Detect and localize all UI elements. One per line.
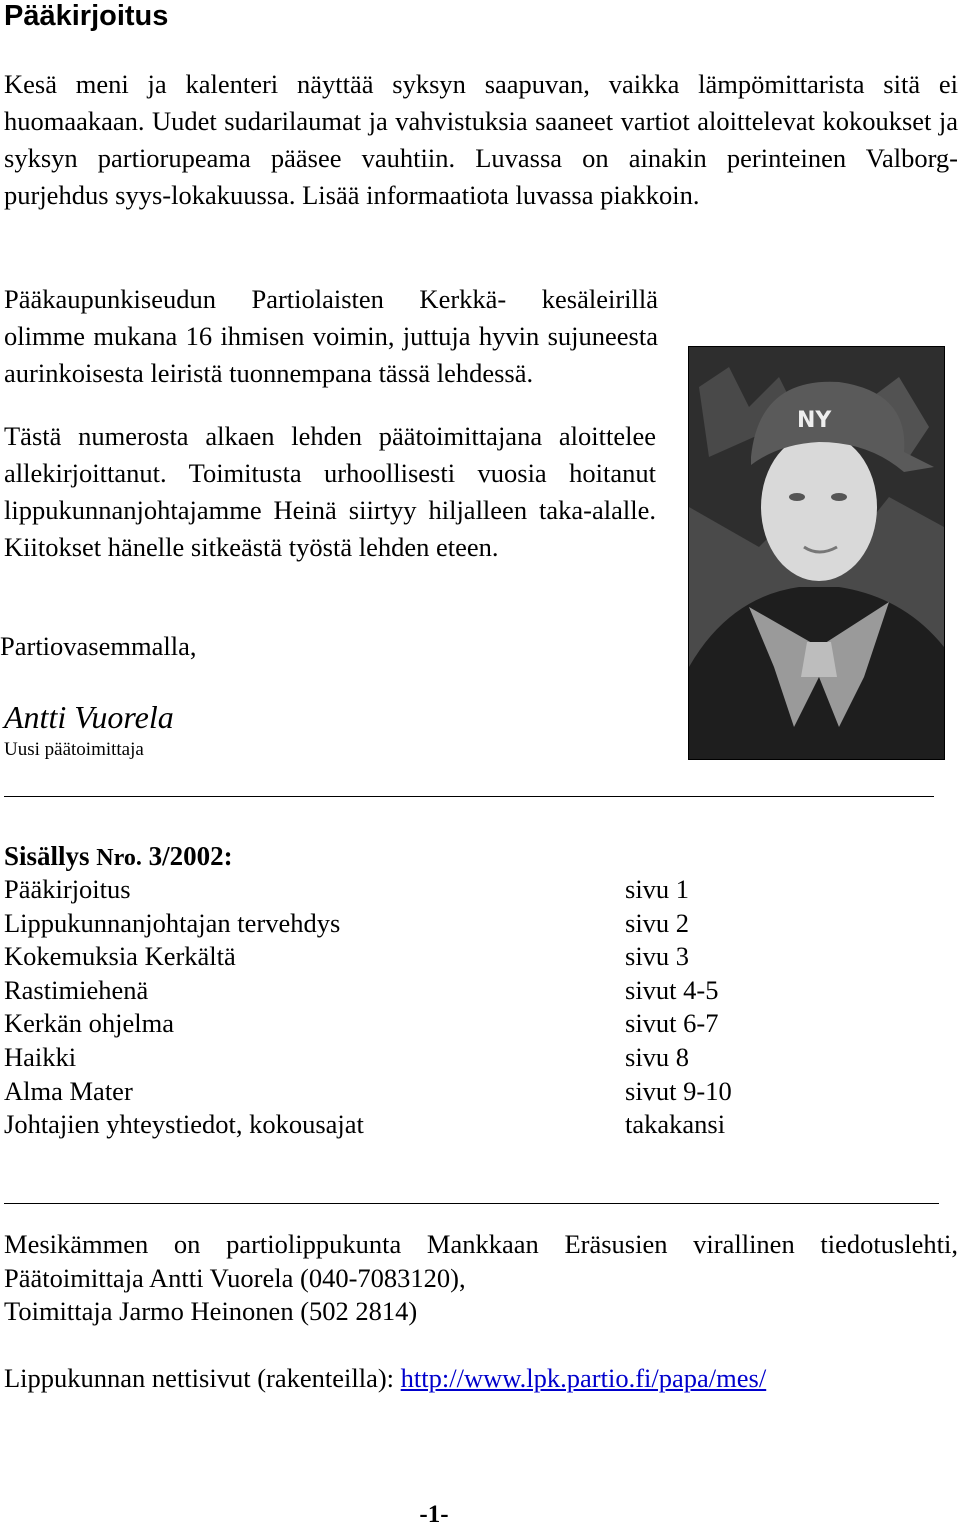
masthead [4, 1228, 958, 1329]
toc-item-title: Johtajien yhteystiedot, kokousajat [4, 1109, 364, 1140]
toc-item-title: Rastimiehenä [4, 974, 149, 1005]
toc-item-page: sivut 6-7 [625, 1008, 719, 1039]
page-number: -1- [419, 1501, 449, 1528]
section-divider [4, 796, 934, 797]
toc-item-title: Kerkän ohjelma [4, 1008, 174, 1039]
toc-item-page: takakansi [625, 1109, 726, 1140]
toc-item [4, 974, 764, 1008]
toc-heading [4, 838, 233, 876]
website-label: Lippukunnan nettisivut (rakenteilla): [4, 1363, 395, 1393]
masthead-line: Mesikämmen on partiolippukunta Mankkaan Eräsusien virallinen tiedotuslehti, [4, 1229, 958, 1259]
toc-item [4, 1007, 764, 1041]
toc-item-title: Pääkirjoitus [4, 874, 131, 904]
toc-item-page: sivut 4-5 [625, 974, 719, 1005]
toc-item [4, 907, 764, 941]
signature-name: Antti Vuorela [4, 699, 174, 735]
closing-greeting: Partiovasemmalla, [0, 631, 197, 661]
cap-logo-text: NY [797, 408, 832, 433]
toc-item [4, 1041, 764, 1075]
website-line [4, 1361, 766, 1395]
toc-item-title: Kokemuksia Kerkältä [4, 941, 236, 972]
section-divider [4, 1203, 939, 1204]
signature-role: Uusi päätoimittaja [4, 739, 144, 760]
table-of-contents [4, 873, 764, 1142]
masthead-line: Päätoimittaja Antti Vuorela (040-7083120), [4, 1262, 466, 1293]
toc-item [4, 873, 764, 907]
intro-paragraph: Kesä meni ja kalenteri näyttää syksyn saapuvan, vaikka lämpömittarista sitä ei huomaakaan. Uudet sudarilaumat ja vahvistuksia saaneet vartiot aloittelevat kokoukset ja syksyn partiorupeama pääsee vauhtiin. Luvassa on ainakin perinteinen Valborg- purjehdus syys-lokakuussa. Lisää informaatiota luvassa piakkoin. [4, 69, 958, 210]
toc-heading-word: Sisällys [4, 841, 90, 871]
toc-item-title: Alma Mater [4, 1075, 133, 1106]
toc-item-page: sivu 8 [625, 1041, 690, 1072]
toc-item-page: sivu 1 [625, 874, 690, 904]
editor-paragraph: Tästä numerosta alkaen lehden päätoimittajana aloittelee allekirjoittanut. Toimitusta urhoollisesti vuosia hoitanut lippukunnanjohtajamme Heinä siirtyy hiljalleen taka-alalle. Kiitokset hänelle sitkeästä työstä lehden eteen. [4, 421, 656, 562]
camp-paragraph: Pääkaupunkiseudun Partiolaisten Kerkkä- kesäleirillä olimme mukana 16 ihmisen voimin, juttuja hyvin sujuneesta aurinkoisesta leiristä tuonnempana tässä lehdessä. [4, 284, 658, 388]
toc-item [4, 940, 764, 974]
website-link[interactable]: http://www.lpk.partio.fi/papa/mes/ [400, 1363, 767, 1393]
toc-item-page: sivut 9-10 [625, 1075, 732, 1106]
toc-heading-issue: 3/2002: [148, 841, 233, 871]
masthead-line: Toimittaja Jarmo Heinonen (502 2814) [4, 1296, 418, 1326]
toc-item [4, 1075, 764, 1109]
toc-item-title: Haikki [4, 1041, 77, 1072]
toc-item-page: sivu 2 [625, 907, 690, 938]
toc-item-title: Lippukunnanjohtajan tervehdys [4, 907, 341, 938]
portrait-illustration [689, 347, 944, 759]
toc-item-page: sivu 3 [625, 941, 690, 972]
editor-portrait-photo [688, 346, 945, 760]
page-title: Pääkirjoitus [4, 0, 169, 32]
toc-item [4, 1108, 764, 1142]
toc-heading-nro: Nro. [96, 845, 142, 871]
